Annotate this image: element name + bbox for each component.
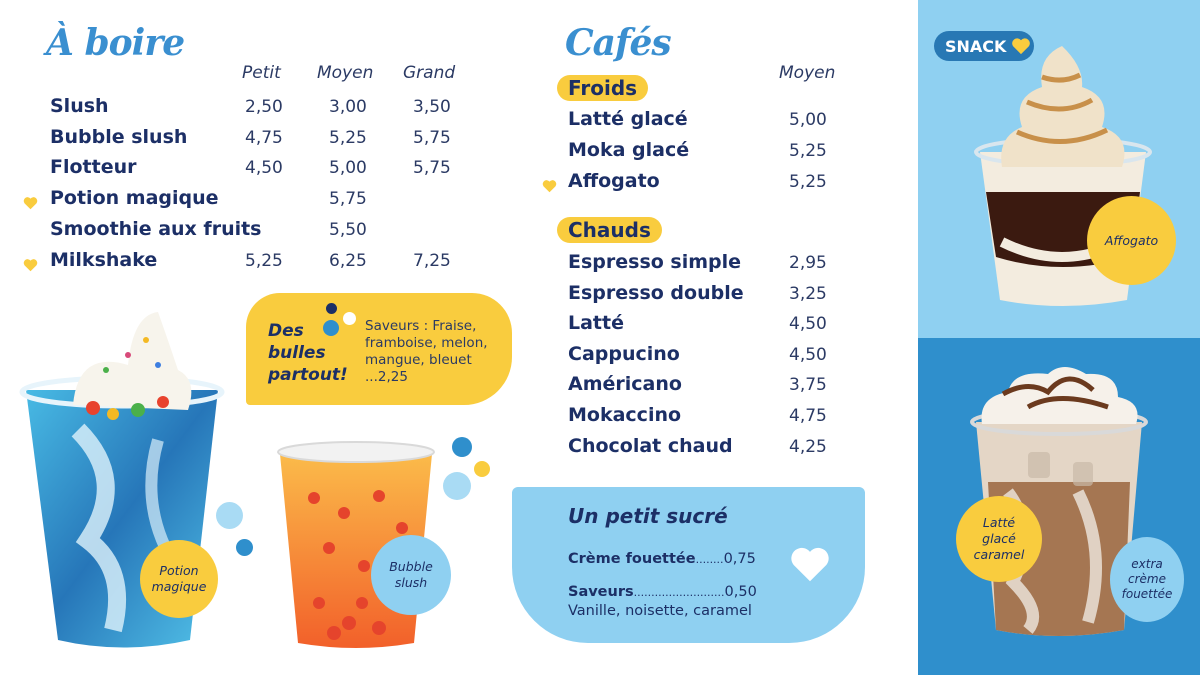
coffee-price: 4,50 bbox=[789, 314, 827, 335]
coffee-name: Espresso simple bbox=[568, 251, 742, 273]
coffee-price: 5,25 bbox=[789, 140, 827, 161]
col-header-moyen: Moyen bbox=[317, 63, 374, 83]
potion-label bbox=[140, 540, 218, 618]
drink-name: Flotteur bbox=[50, 156, 137, 179]
coffee-name: Moka glacé bbox=[568, 138, 690, 161]
heart-icon bbox=[542, 178, 557, 192]
drinks-title: À boire bbox=[46, 22, 185, 64]
sweet-line-2-price: 0,50 bbox=[724, 584, 757, 600]
latte-caramel-label-line: Latté bbox=[982, 515, 1016, 530]
drink-price-petit: 4,50 bbox=[245, 158, 283, 179]
col-header-grand: Grand bbox=[403, 63, 456, 83]
coffee-name: Cappucino bbox=[568, 342, 680, 365]
bubbles-price: ...2,25 bbox=[365, 369, 408, 385]
drink-price-moyen: 5,50 bbox=[329, 219, 367, 240]
latte-caramel-label-line: glacé bbox=[982, 531, 1016, 546]
sweet-line-2-sub: Vanille, noisette, caramel bbox=[568, 603, 752, 619]
snack-badge-label: SNACK bbox=[945, 36, 1007, 56]
section-pill-froids: Froids bbox=[557, 75, 648, 101]
bubbles-headline-line: partout! bbox=[268, 365, 348, 385]
bubble-dot bbox=[474, 461, 490, 477]
coffee-price: 4,50 bbox=[789, 344, 827, 365]
drink-price-petit: 5,25 bbox=[245, 250, 283, 271]
drink-price-grand: 7,25 bbox=[413, 250, 451, 271]
coffee-name: Chocolat chaud bbox=[568, 434, 733, 457]
bubble-slush-label-line: Bubble bbox=[389, 559, 433, 574]
sweet-line-1-label: Crème fouettée bbox=[568, 551, 696, 567]
coffee-price: 3,75 bbox=[789, 375, 827, 396]
drink-price-moyen: 3,00 bbox=[329, 97, 367, 117]
bubble-dot bbox=[216, 502, 243, 529]
coffee-price: 5,25 bbox=[789, 171, 827, 192]
coffee-name: Américano bbox=[568, 373, 682, 396]
section-pill-chauds: Chauds bbox=[557, 217, 662, 243]
drink-price-moyen: 5,00 bbox=[329, 158, 367, 179]
drink-price-petit: 4,75 bbox=[245, 127, 283, 148]
coffee-price: 4,25 bbox=[789, 436, 827, 457]
bubble-dot bbox=[326, 303, 337, 314]
drink-name: Potion magique bbox=[50, 187, 219, 210]
drink-price-grand: 5,75 bbox=[413, 127, 451, 148]
bubble-dot bbox=[452, 437, 472, 457]
heart-icon bbox=[23, 195, 38, 209]
bubbles-headline-line: bulles bbox=[268, 343, 326, 363]
coffee-name: Latté bbox=[568, 312, 624, 335]
bubble-dot bbox=[343, 312, 356, 325]
drink-price-grand: 3,50 bbox=[413, 97, 451, 117]
coffee-name: Mokaccino bbox=[568, 404, 682, 426]
cafes-title: Cafés bbox=[565, 22, 671, 64]
coffee-price: 5,00 bbox=[789, 110, 827, 130]
coffee-name: Affogato bbox=[568, 169, 660, 192]
extra-cream-label-line: crème bbox=[1127, 572, 1166, 586]
heart-icon bbox=[789, 545, 831, 583]
bubbles-flavors-line: Saveurs : Fraise, bbox=[365, 318, 477, 334]
coffee-name: Latté glacé bbox=[568, 108, 688, 130]
affogato-label bbox=[1087, 196, 1176, 285]
drink-name: Milkshake bbox=[50, 248, 158, 271]
coffee-price: 3,25 bbox=[789, 283, 827, 304]
potion-label-line: magique bbox=[151, 579, 207, 594]
bubble-dot bbox=[443, 472, 471, 500]
coffee-price: 4,75 bbox=[789, 406, 827, 426]
latte-caramel-label bbox=[956, 496, 1042, 582]
sweet-line-1 bbox=[568, 551, 756, 567]
extra-cream-label bbox=[1110, 537, 1184, 622]
drink-price-petit: 2,50 bbox=[245, 97, 283, 117]
extra-cream-label-line: extra bbox=[1131, 557, 1163, 571]
bubble-slush-label bbox=[371, 535, 451, 615]
sweet-line-2-dots: .......................... bbox=[633, 586, 725, 599]
drink-name: Slush bbox=[50, 95, 109, 117]
cafes-col-header-moyen: Moyen bbox=[779, 63, 836, 83]
latte-caramel-label-line: caramel bbox=[973, 547, 1025, 562]
affogato-label-text: Affogato bbox=[1104, 232, 1159, 248]
sweet-title: Un petit sucré bbox=[568, 504, 728, 528]
sweet-line-2 bbox=[568, 584, 757, 600]
heart-icon bbox=[23, 257, 38, 271]
drink-price-moyen: 6,25 bbox=[329, 250, 367, 271]
bubbles-flavors-line: mangue, bleuet bbox=[365, 352, 472, 368]
col-header-petit: Petit bbox=[242, 63, 281, 83]
bubble-slush-label-line: slush bbox=[394, 575, 428, 590]
extra-cream-label-line: fouettée bbox=[1121, 587, 1173, 601]
bubbles-flavors-line: framboise, melon, bbox=[365, 335, 488, 351]
bubble-dot bbox=[323, 320, 339, 336]
bubble-dot bbox=[236, 539, 253, 556]
bubbles-headline-line: Des bbox=[268, 321, 304, 341]
sweet-line-1-price: 0,75 bbox=[723, 551, 756, 567]
sweet-line-2-label: Saveurs bbox=[568, 584, 634, 600]
coffee-name: Espresso double bbox=[568, 281, 744, 304]
potion-label-line: Potion bbox=[159, 563, 199, 578]
drink-name: Smoothie aux fruits bbox=[50, 217, 262, 240]
drink-name: Bubble slush bbox=[50, 125, 188, 148]
sweet-line-1-dots: ........ bbox=[695, 553, 724, 566]
drink-price-moyen: 5,25 bbox=[329, 127, 367, 148]
bubbles-flavors bbox=[365, 318, 488, 386]
coffee-price: 2,95 bbox=[789, 253, 827, 273]
drink-price-grand: 5,75 bbox=[413, 158, 451, 179]
drink-price-moyen: 5,75 bbox=[329, 189, 367, 210]
